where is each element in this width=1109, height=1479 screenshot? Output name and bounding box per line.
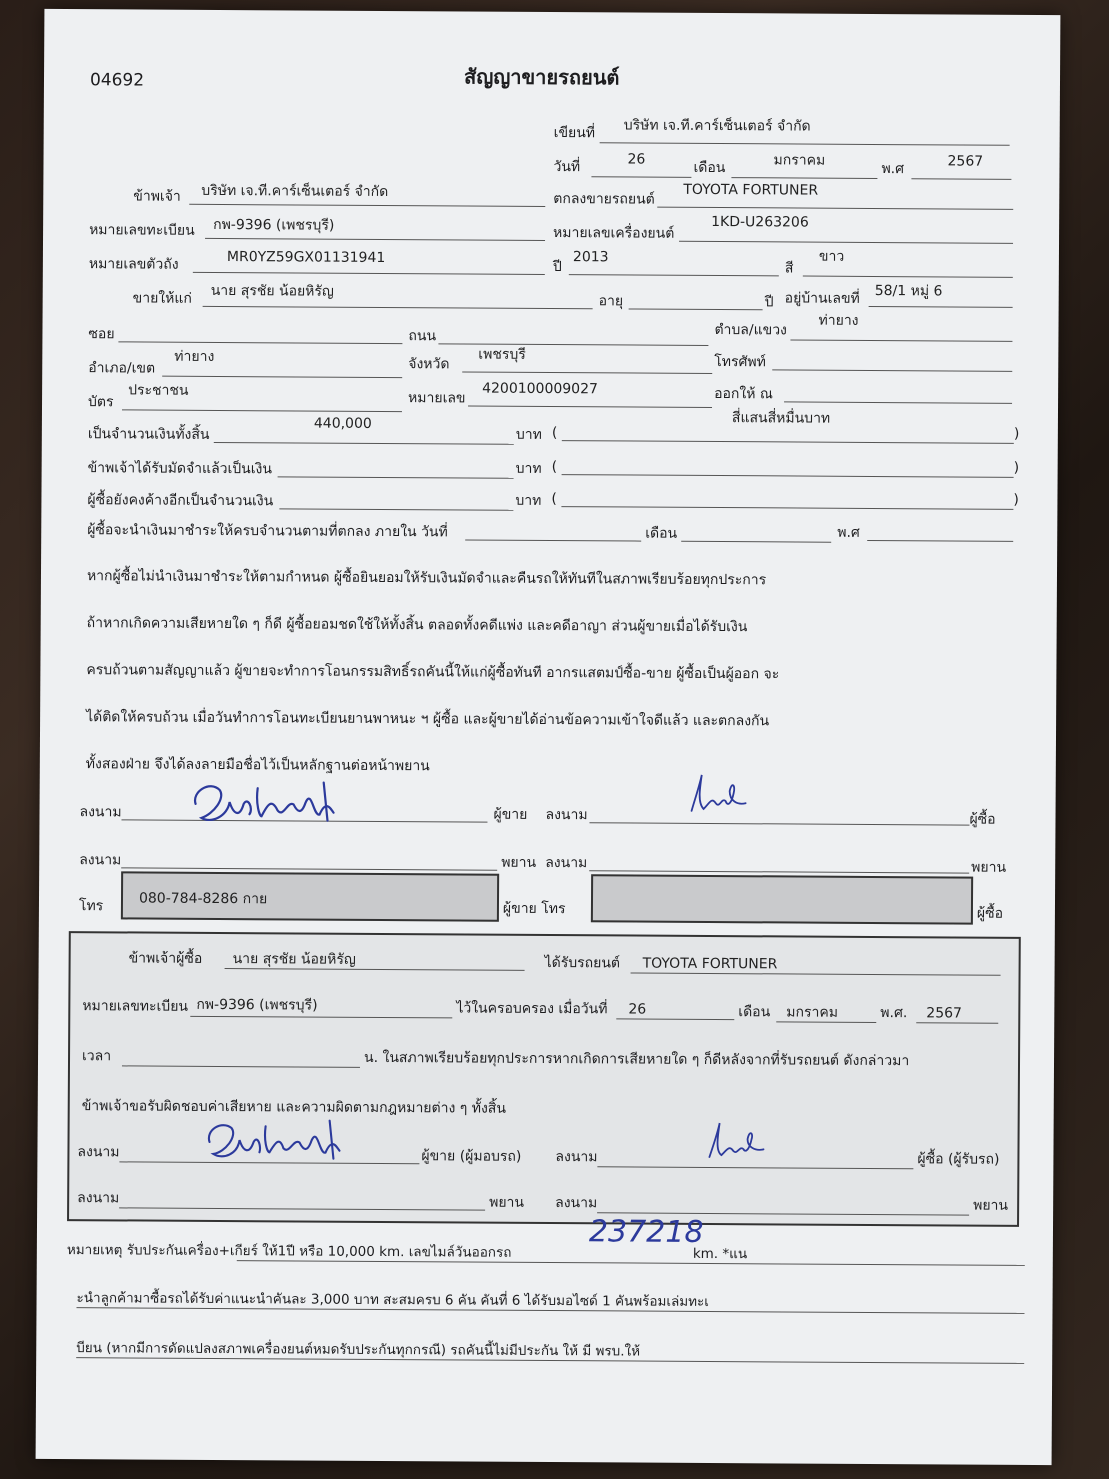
date-label: วันที่	[553, 159, 581, 176]
mileage-handwritten: 237218	[588, 1214, 704, 1250]
underline	[867, 540, 1013, 542]
underline	[162, 376, 402, 378]
paren-open: (	[551, 425, 558, 442]
underline	[589, 870, 969, 873]
receipt-buyer-label: ข้าพเจ้าผู้ซื้อ	[128, 950, 203, 967]
seller-phone-box	[121, 871, 499, 921]
sign-label: ลงนาม	[545, 854, 588, 872]
underline	[803, 276, 1013, 278]
underline	[679, 241, 1013, 244]
doc-number: 04692	[89, 70, 145, 91]
underline	[561, 506, 1013, 510]
chassis-value: MR0YZ59GX01131941	[226, 249, 386, 266]
age-label: อายุ	[598, 293, 624, 310]
year-value: 2567	[947, 153, 984, 170]
witness-label: พยาน	[971, 859, 1007, 876]
paren-close: )	[1013, 425, 1020, 442]
underline	[279, 508, 513, 510]
chassis-label: หมายเลขตัวถัง	[88, 256, 179, 273]
baht-label: บาท	[515, 426, 542, 443]
underline	[203, 306, 593, 309]
underline	[569, 274, 779, 276]
pay-be-label: พ.ศ	[837, 524, 860, 541]
underline	[465, 539, 641, 541]
agree-sell-label: ตกลงขายรถยนต์	[553, 191, 655, 208]
written-at-label: เขียนที่	[553, 125, 596, 142]
baht-label-3: บาท	[515, 492, 542, 509]
remaining-label: ผู้ซื้อยังคงค้างอีกเป็นจำนวนเงิน	[87, 492, 274, 510]
engine-value: 1KD-U263206	[711, 213, 809, 231]
card-number-label: หมายเลข	[408, 390, 466, 407]
underline	[600, 142, 1010, 146]
underline	[681, 541, 831, 543]
receipt-month-label: เดือน	[738, 1004, 771, 1021]
underline	[468, 406, 712, 408]
underline	[772, 369, 1012, 371]
underline	[597, 1166, 913, 1169]
underline	[790, 339, 1012, 341]
amount-value: 440,000	[313, 415, 372, 432]
underline	[589, 822, 969, 825]
paren-open: (	[551, 491, 557, 508]
underline	[214, 442, 514, 445]
engine-label: หมายเลขเครื่องยนต์	[553, 225, 675, 242]
buyer-signature-receipt	[705, 1117, 769, 1165]
buyer-tel-label: ผู้ซื้อ	[976, 905, 1004, 922]
month-label: เดือน	[693, 159, 726, 177]
receipt-year: 2567	[926, 1005, 963, 1022]
baht-label-2: บาท	[515, 460, 542, 477]
underline	[616, 1018, 734, 1020]
paren-close: )	[1013, 459, 1020, 476]
paragraph-line: ทั้งสองฝ่าย จึงได้ลงลายมือชื่อไว้เป็นหลักฐานต่อหน้าพยาน	[85, 756, 430, 775]
subdistrict-label: ตำบล/แขวง	[714, 322, 787, 339]
written-at-value: บริษัท เจ.ที.คาร์เซ็นเตอร์ จำกัด	[623, 117, 811, 135]
receipt-buyer-role: ผู้ซื้อ (ผู้รับรถ)	[917, 1151, 1000, 1168]
underline	[193, 272, 545, 275]
total-amount-label: เป็นจำนวนเงินทั้งสิ้น	[87, 426, 210, 443]
underline	[119, 1207, 485, 1210]
car-year-value: 2013	[572, 249, 609, 266]
district-value: ท่ายาง	[174, 348, 215, 365]
receipt-condition-text: น. ในสภาพเรียบร้อยทุกประการหากเกิดการเสียหายใด ๆ ก็ดีหลังจากที่รับรถยนต์ ดังกล่าวมา	[363, 1049, 910, 1070]
underline	[122, 1065, 360, 1067]
car-year-label: ปี	[552, 259, 562, 276]
address-no-label: อยู่บ้านเลขที่	[784, 290, 860, 307]
province-value: เพชรบุรี	[478, 346, 526, 363]
underline	[776, 1021, 876, 1023]
seller-tel-label: ผู้ขาย โทร	[502, 900, 566, 918]
receipt-month: มกราคม	[786, 1004, 839, 1021]
receipt-plate-value: กพ-9396 (เพชรบุรี)	[196, 996, 318, 1014]
underline	[631, 973, 1001, 976]
color-value: ขาว	[818, 248, 845, 265]
month-value: มกราคม	[773, 152, 826, 169]
underline	[911, 178, 1011, 180]
pay-month-label: เดือน	[645, 525, 678, 542]
note-line-3: บียน (หากมีการดัดแปลงสภาพเครื่องยนต์หมดรับประกันทุกกรณี) รถคันนี้ไม่มีประกัน ให้ มี พรบ.ให้	[76, 1340, 641, 1360]
receipt-be-label: พ.ศ.	[880, 1005, 908, 1022]
underline	[189, 204, 545, 207]
underline	[562, 474, 1014, 478]
buyer-phone-box	[591, 874, 973, 924]
vehicle-receipt-section	[67, 931, 1021, 1227]
underline	[278, 476, 514, 478]
underline	[118, 341, 402, 344]
receipt-sign-label: ลงนาม	[555, 1149, 598, 1166]
soi-label: ซอย	[88, 326, 115, 343]
receipt-witness-label: พยาน	[973, 1197, 1009, 1214]
buyer-name: นาย สุรชัย น้อยหิรัญ	[210, 282, 334, 300]
car-model: TOYOTA FORTUNER	[683, 181, 819, 199]
seller-phone-value: 080-784-8286 กาย	[138, 890, 268, 908]
paren-close: )	[1013, 491, 1019, 508]
receipt-sign-label: ลงนาม	[77, 1190, 120, 1207]
card-type-value: ประชาชน	[128, 382, 189, 399]
i-label: ข้าพเจ้า	[133, 188, 181, 205]
paren-open: (	[551, 459, 558, 476]
page-title: สัญญาขายรถยนต์	[463, 64, 620, 90]
underline	[629, 308, 763, 310]
plate-label: หมายเลขทะเบียน	[89, 222, 195, 239]
underline	[122, 409, 402, 412]
receipt-car-model: TOYOTA FORTUNER	[642, 955, 778, 973]
witness-label: พยาน	[501, 854, 537, 871]
receipt-liability-text: ข้าพเจ้าขอรับผิดชอบค่าเสียหาย และความผิดตามกฎหมายต่าง ๆ ทั้งสิ้น	[81, 1098, 506, 1117]
paragraph-line: หากผู้ซื้อไม่นำเงินมาชำระให้ตามกำหนด ผู้ซื้อยินยอมให้รับเงินมัดจำและคืนรถให้ทันทีในสภาพเรียบร้อยทุกประการ	[86, 568, 767, 589]
color-label: สี	[784, 260, 794, 277]
underline	[562, 440, 1014, 444]
underline	[591, 176, 691, 178]
paragraph-line: ถ้าหากเกิดความเสียหายใด ๆ ก็ดี ผู้ซื้อยอมชดใช้ให้ทั้งสิ้น ตลอดทั้งคดีแพ่ง และคดีอาญา ส่วนผู้ขายเมื่อได้รับเงิน	[86, 615, 748, 636]
underline	[121, 867, 497, 870]
note-line-1: หมายเหตุ รับประกันเครื่อง+เกียร์ ให้1ปี หรือ 10,000 km. เลขไมล์วันออกรถ	[66, 1242, 512, 1261]
seller-label: ผู้ขาย	[493, 806, 528, 823]
underline	[205, 238, 545, 241]
contract-paper	[36, 9, 1061, 1465]
phone-label: โทรศัพท์	[714, 354, 766, 371]
district-label: อำเภอ/เขต	[88, 360, 156, 377]
address-no-value: 58/1 หมู่ 6	[874, 282, 943, 300]
subdistrict-value: ท่ายาง	[818, 312, 859, 329]
paragraph-line: ครบถ้วนตามสัญญาแล้ว ผู้ขายจะทำการโอนกรรมสิทธิ์รถคันนี้ให้แก่ผู้ซื้อทันที อากรแสตมป์ซื้อ-ขาย ผู้ซื้อเป็นผู้ออก จะ	[86, 662, 780, 683]
day-value: 26	[627, 151, 646, 168]
possession-label: ไว้ในครอบครอง เมื่อวันที่	[456, 1000, 608, 1018]
card-label: บัตร	[87, 394, 114, 411]
road-label: ถนน	[408, 328, 437, 345]
underline	[225, 968, 525, 971]
card-number-value: 4200100009027	[482, 380, 598, 398]
underline	[916, 1022, 998, 1024]
receipt-day: 26	[628, 1001, 647, 1018]
amount-text-value: สี่แสนสี่หมื่นบาท	[731, 410, 831, 427]
buyer-signature	[688, 767, 758, 819]
received-label: ได้รับรถยนต์	[544, 954, 621, 972]
seller-signature-receipt	[201, 1114, 351, 1167]
receipt-sign-label: ลงนาม	[555, 1195, 598, 1212]
age-year-label: ปี	[764, 294, 774, 311]
receipt-sign-label: ลงนาม	[77, 1144, 120, 1161]
underline	[190, 1016, 452, 1019]
underline	[657, 207, 1013, 210]
underline	[869, 306, 1013, 308]
note-line-2: ะนำลูกค้ามาซื้อรถได้รับค่าแนะนำคันละ 3,000 บาท สะสมครบ 6 คัน คันที่ 6 ได้รับมอไซด์ 1 คันพร้อมเล่มทะเ	[76, 1290, 710, 1310]
underline	[731, 177, 877, 179]
issued-at-label: ออกให้ ณ	[714, 386, 773, 403]
note-line-1-end: km. *แน	[692, 1245, 748, 1263]
receipt-plate-label: หมายเลขทะเบียน	[82, 998, 189, 1015]
be-label: พ.ศ	[881, 161, 905, 178]
underline	[462, 371, 712, 374]
underline	[237, 1260, 1025, 1266]
province-label: จังหวัด	[408, 356, 450, 373]
sign-label: ลงนาม	[79, 852, 122, 869]
receipt-seller-role: ผู้ขาย (ผู้มอบรถ)	[421, 1148, 522, 1165]
tel-label: โทร	[78, 898, 104, 915]
paragraph-line: ได้ติดให้ครบถ้วน เมื่อวันทำการโอนทะเบียนยานพาหนะ ฯ ผู้ซื้อ และผู้ขายได้อ่านข้อความเข้าใจดีแล้ว และตกลงกัน	[86, 709, 770, 730]
receipt-buyer-name: นาย สุรชัย น้อยหิรัญ	[232, 951, 356, 968]
sign-label: ลงนาม	[79, 804, 122, 821]
sell-to-label: ขายให้แก่	[132, 290, 192, 307]
seller-signature	[187, 774, 357, 831]
underline	[784, 401, 1012, 403]
seller-name: บริษัท เจ.ที.คาร์เซ็นเตอร์ จำกัด	[201, 182, 389, 201]
buyer-label: ผู้ซื้อ	[969, 811, 996, 828]
plate-value: กพ-9396 (เพชรบุรี)	[213, 216, 335, 234]
deposit-label: ข้าพเจ้าได้รับมัดจำแล้วเป็นเงิน	[87, 460, 273, 478]
receipt-witness-label: พยาน	[489, 1194, 525, 1211]
pay-within-label: ผู้ซื้อจะนำเงินมาชำระให้ครบจำนวนตามที่ตกลง ภายใน วันที่	[87, 522, 448, 541]
sign-label: ลงนาม	[545, 806, 588, 824]
time-label: เวลา	[81, 1048, 112, 1065]
